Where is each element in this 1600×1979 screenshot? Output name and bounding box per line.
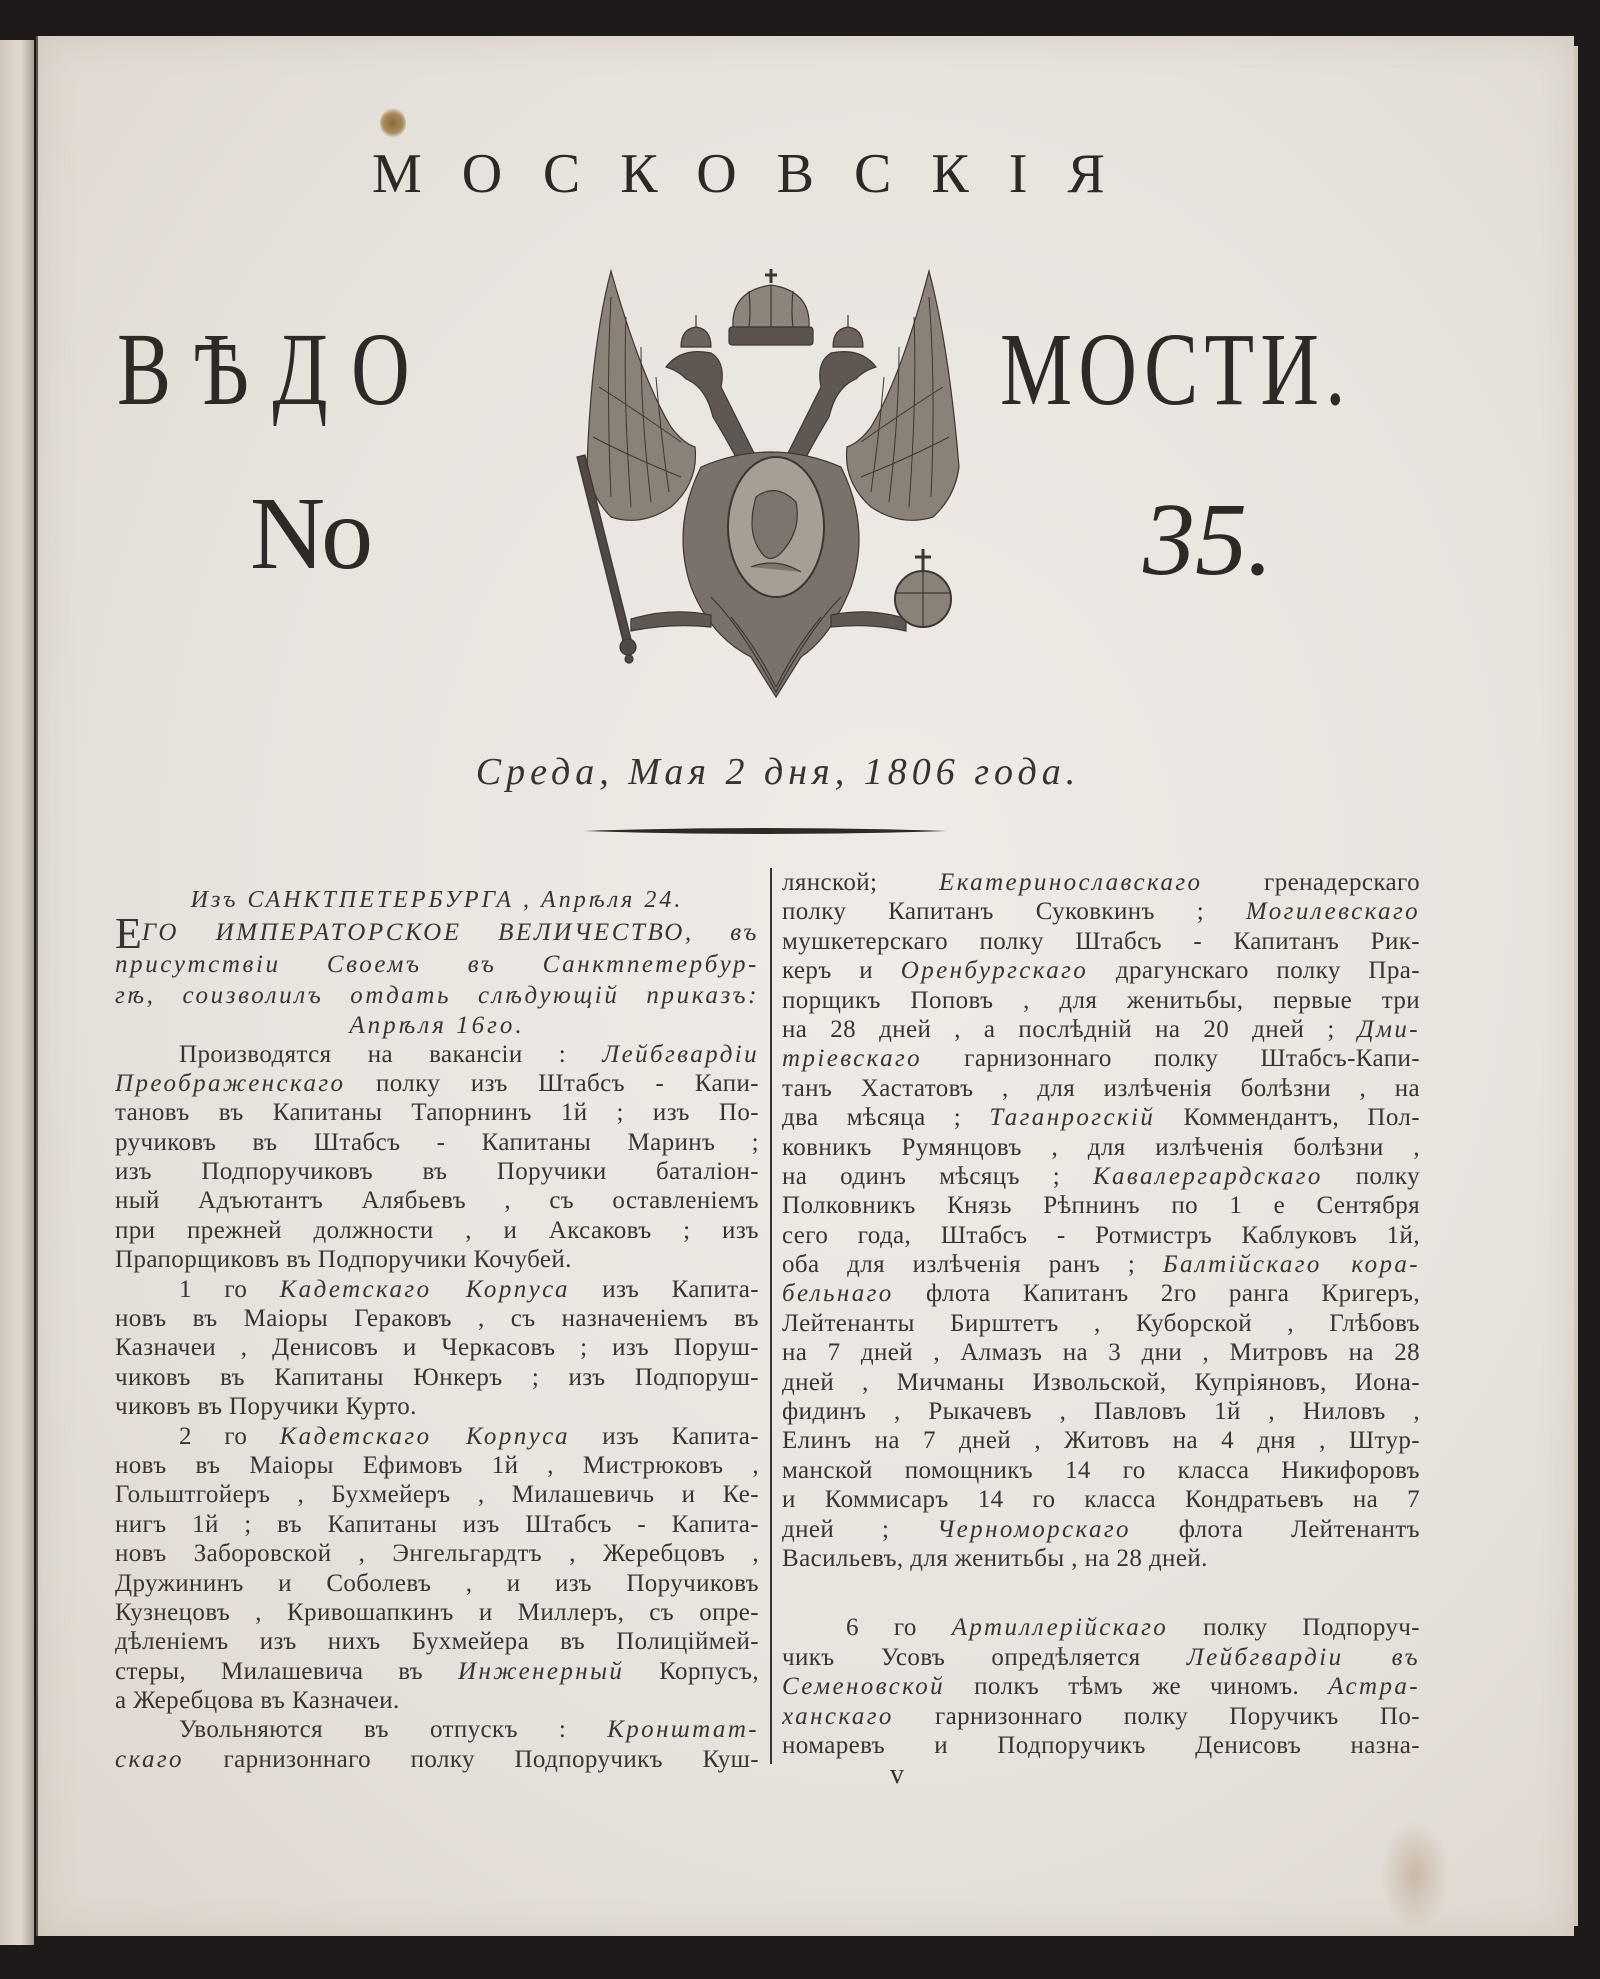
roman-text: новъ въ Маіоры Гераковъ , съ назначеніемъ въ [115,1305,759,1333]
orb-icon [895,549,951,627]
italic-text: Семеновской [782,1673,946,1701]
text-line [115,1069,759,1098]
roman-text: и Коммисаръ 14 го класса Кондратьевъ на 7 [782,1486,1420,1514]
text-line [115,1480,759,1509]
italic-text: Артиллерійскаго [951,1614,1169,1642]
roman-text: ный Адъютантъ Алябьевъ , съ оставленіемъ [115,1187,759,1215]
roman-text: ковникъ Румянцовъ , для излѣченія болѣзни , [782,1133,1420,1161]
text-line [115,1510,759,1539]
text-line [115,1304,759,1333]
text-line [782,1702,1420,1731]
roman-text: Корпусъ, [624,1657,759,1685]
double-headed-eagle-icon [571,267,964,699]
roman-text: лянской; [782,869,940,896]
masthead-title-right: МОСТИ. [1000,312,1352,427]
text-line [782,927,1420,956]
text-line [115,1598,759,1627]
text-line [782,1456,1420,1485]
roman-text: чикъ Усовъ опредѣляется [782,1643,1187,1671]
roman-text: полку Капитанъ Суковкинъ ; [782,898,1246,926]
italic-text: Преображенскаго [115,1069,346,1097]
text-line [115,1128,759,1157]
roman-text: стеры, Милашевича въ [115,1657,459,1685]
roman-text: гарнизоннаго полку Поручикъ По- [893,1702,1420,1730]
text-line [782,1133,1420,1162]
italic-text: Кадетскаго Корпуса [279,1422,570,1450]
roman-text: гарнизоннаго полку Штабсъ-Капи- [922,1045,1420,1073]
text-line [782,1103,1420,1132]
roman-text: новъ въ Маіоры Ефимовъ 1й , Мистрюковъ , [115,1451,759,1479]
left-column [115,883,759,1774]
italic-text: тріевскаго [782,1045,923,1073]
text-line [115,1275,759,1304]
roman-text: полкъ тѣмъ же чиномъ. [945,1673,1329,1701]
text-line [782,1643,1420,1672]
roman-text: Увольняются въ отпускъ : [179,1716,608,1744]
italic-text: Черноморскаго [937,1515,1131,1543]
roman-text: ручиковъ въ Штабсъ - Капитаны Маринъ ; [115,1128,759,1156]
roman-text: оба для излѣченія ранъ ; [782,1251,1163,1279]
italic-text: Таганрогскій [989,1104,1156,1132]
roman-text: мушкетерскаго полку Штабсъ - Капитанъ Рик- [782,927,1420,955]
roman-text: нигъ 1й ; въ Капитаны изъ Штабсъ - Капита- [115,1510,759,1538]
roman-text: полку изъ Штабсъ - Капи- [345,1069,759,1097]
roman-text: манской помощникъ 14 го класса Никифоровъ [782,1456,1420,1484]
roman-text: Лейтенанты Бирштетъ , Куборской , Глѣбовъ [782,1309,1420,1337]
roman-text: флота Капитанъ 2го ранга Кригеръ, [893,1280,1420,1308]
roman-text: тановъ въ Капитаны Тапорнинъ 1й ; изъ По- [115,1099,759,1127]
text-line [782,1221,1420,1250]
text-line [782,1309,1420,1338]
roman-text: на 28 дней , а послѣдній на 20 дней ; [782,1015,1358,1043]
decree-intro-line: присутствіи Своемъ въ Санктпетербур- [115,950,759,978]
issue-number-label: No [250,476,370,591]
italic-text: скаго [115,1745,184,1773]
roman-text: Коммендантъ, Пол- [1155,1104,1420,1132]
roman-text: новъ Заборовской , Энгельгардтъ , Жеребцовъ , [115,1540,759,1568]
text-line [782,956,1420,985]
text-line [115,1569,759,1598]
roman-text: керъ и [782,957,901,985]
text-line [782,868,1420,897]
paper-stain [1380,1820,1450,1930]
italic-text: Балтійскаго кора- [1162,1251,1420,1279]
roman-text: гренадерскаго [1202,869,1420,896]
text-line [782,1338,1420,1367]
roman-text: два мѣсяца ; [782,1104,990,1132]
roman-text: Кузнецовъ , Кривошапкинъ и Миллеръ, съ опре- [115,1598,759,1626]
text-line [115,1422,759,1451]
roman-text: Дружининъ и Соболевъ , и изъ Поручиковъ [115,1569,759,1597]
roman-text: Васильевъ, для женитьбы , на 28 дней. [782,1544,1208,1572]
roman-text: дѣленіемъ изъ нихъ Бухмейера въ Полиціймей- [115,1628,759,1656]
italic-text: Астра- [1328,1673,1420,1701]
paragraph-gap [782,1573,1420,1613]
drop-cap: Е [115,909,142,958]
decree-intro-line: гѣ, соизволилъ отдать слѣдующій приказъ: [115,982,759,1009]
roman-text: на 7 дней , Алмазъ на 3 дни , Митровъ на 28 [782,1339,1420,1367]
masthead-title-top: МОСКОВСКІЯ [372,143,1145,205]
text-line [782,1191,1420,1220]
text-line [115,1392,759,1421]
italic-text: Кронштат- [607,1716,759,1744]
roman-text: фидинъ , Рыкачевъ , Павловъ 1й , Ниловъ , [782,1398,1420,1426]
roman-text: дней , Мичманы Извольской, Купріяновъ, Иона- [782,1368,1420,1396]
italic-text: ханскаго [782,1702,894,1730]
italic-text: бельнаго [782,1280,894,1308]
decree-date: Апрѣля 16го. [349,1011,525,1039]
italic-text: Могилевскаго [1245,898,1420,926]
text-line [115,1745,759,1774]
text-line [115,1098,759,1127]
text-line [115,1040,759,1069]
text-line [782,1044,1420,1073]
right-column [782,868,1420,1760]
text-line [782,1515,1420,1544]
imperial-crown-icon [729,269,813,345]
text-line [115,1686,759,1715]
text-line [782,1426,1420,1455]
dateline-heading: Изъ САНКТПЕТЕРБУРГА , Апрѣля 24. [190,887,684,913]
roman-text: Прапорщиковъ въ Подпоручики Кочубей. [115,1246,572,1274]
text-line [782,1250,1420,1279]
italic-text: Лейбгвардіи въ [1186,1643,1420,1671]
right-column-body [782,868,1420,1760]
roman-text: изъ Подпоручиковъ въ Поручики баталіон- [115,1158,759,1186]
masthead-title-left: ВѢДО [117,312,434,427]
roman-text: 1 го [179,1275,280,1303]
text-line [782,1162,1420,1191]
text-line [782,1397,1420,1426]
previous-page-edge [0,40,34,1945]
left-column-body [115,1040,759,1775]
italic-text: Инженерный [458,1657,625,1685]
page-edge [1574,46,1578,1926]
issue-number: 35. [1143,482,1273,597]
text-line [782,1613,1420,1642]
text-line [115,1715,759,1744]
text-line [115,1216,759,1245]
roman-text: Полковникъ Князь Рѣпнинъ по 1 е Сентября [782,1192,1420,1220]
text-line [782,897,1420,926]
roman-text: сего года, Штабсъ - Ротмистръ Каблуковъ 1й, [782,1221,1420,1249]
roman-text: номаревъ и Подпоручикъ Денисовъ назна- [782,1731,1420,1759]
roman-text: гарнизоннаго полку Подпоручикъ Куш- [183,1745,759,1773]
text-line [115,1186,759,1215]
roman-text: полку Подпоруч- [1168,1614,1420,1642]
catchword: v [890,1759,904,1790]
roman-text: флота Лейтенантъ [1130,1515,1420,1543]
italic-text: Лейбгвардіи [602,1040,759,1068]
text-line [782,1672,1420,1701]
roman-text: 2 го [179,1422,280,1450]
italic-text: Оренбургскаго [900,957,1089,985]
column-divider [770,868,772,1764]
roman-text: а Жеребцова въ Казначеи. [115,1687,400,1715]
text-line [782,1731,1420,1760]
italic-text: Кавалергардскаго [1093,1162,1323,1190]
text-line [782,986,1420,1015]
text-line [782,1074,1420,1103]
text-line [782,1279,1420,1308]
italic-text: Дми- [1357,1015,1420,1043]
roman-text: при прежней должности , и Аксаковъ ; изъ [115,1216,759,1244]
text-line [115,1245,759,1274]
roman-text: Елинъ на 7 дней , Житовъ на 4 дня , Штур- [782,1427,1420,1455]
roman-text: дней ; [782,1515,938,1543]
paper-stain [380,108,406,138]
text-line [115,1627,759,1656]
text-line [782,1368,1420,1397]
text-line [115,1539,759,1568]
roman-text: драгунскаго полку Пра- [1088,957,1420,985]
decree-intro-line [115,909,759,958]
issue-date: Среда, Мая 2 дня, 1806 года. [475,751,1081,793]
decree-intro-text: ГО ИМПЕРАТОРСКОЕ ВЕЛИЧЕСТВО, въ [141,919,759,946]
roman-text: изъ Капита- [569,1275,759,1303]
text-line [782,1544,1420,1573]
text-line [115,1157,759,1186]
roman-text: Казначеи , Денисовъ и Черкасовъ ; изъ Поруш- [115,1334,759,1362]
ornamental-rule [584,826,947,836]
roman-text: Гольштгойеръ , Бухмейеръ , Милашевичь и Ке- [115,1481,759,1509]
text-line [115,1363,759,1392]
text-line [115,1333,759,1362]
roman-text: танъ Хастатовъ , для излѣченія болѣзни , на [782,1074,1420,1102]
text-line [115,1451,759,1480]
roman-text: на одинъ мѣсяцъ ; [782,1162,1094,1190]
roman-text: чиковъ въ Поручики Курто. [115,1393,417,1421]
roman-text: изъ Капита- [569,1422,759,1450]
text-line [115,1657,759,1686]
italic-text: Екатеринославскаго [939,869,1203,896]
roman-text: 6 го [846,1614,952,1642]
roman-text: полку [1322,1162,1420,1190]
roman-text: чиковъ въ Капитаны Юнкеръ ; изъ Подпоруш- [115,1363,759,1391]
roman-text: Производятся на вакансіи : [179,1040,603,1068]
italic-text: Кадетскаго Корпуса [279,1275,570,1303]
text-line [782,1015,1420,1044]
text-line [782,1485,1420,1514]
roman-text: порщикъ Поповъ , для женитьбы, первые три [782,986,1420,1014]
